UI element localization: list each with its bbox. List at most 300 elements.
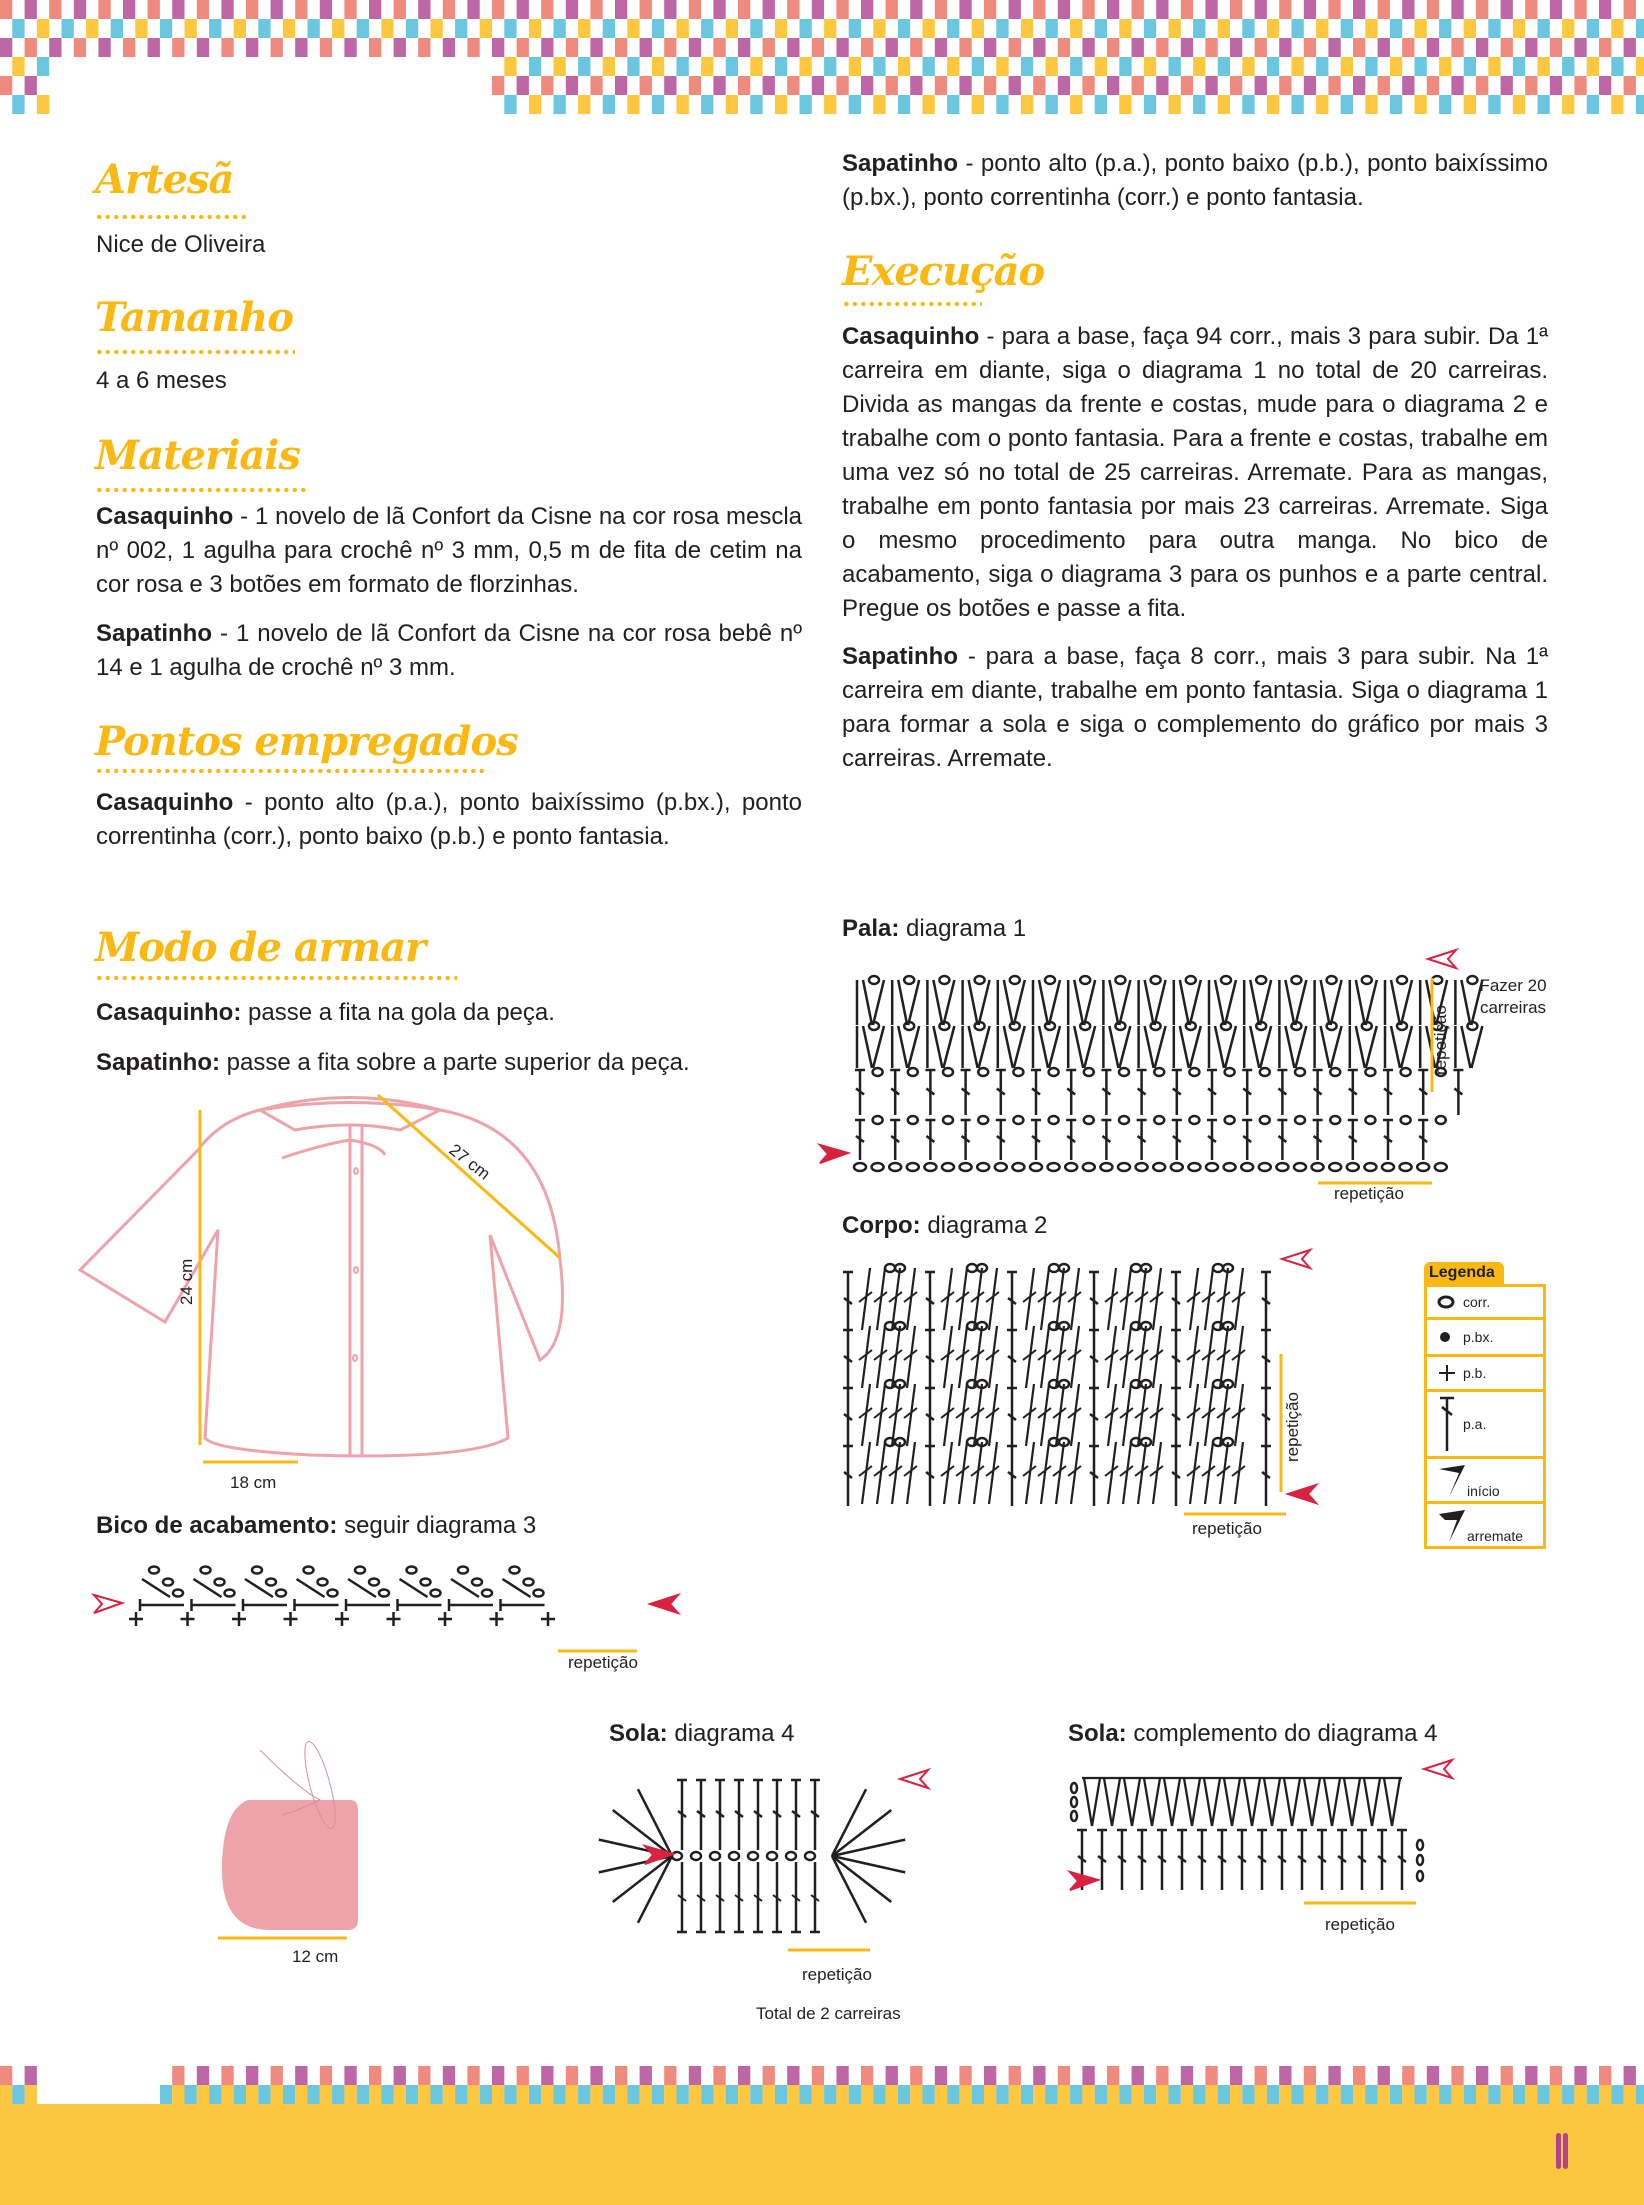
checker-square	[418, 38, 430, 57]
chain-symbol	[1188, 1163, 1200, 1171]
checker-square	[763, 76, 775, 95]
double-crochet-symbol	[1089, 1272, 1099, 1332]
checker-square	[49, 0, 61, 19]
sapatinho-label: Sapatinho	[96, 620, 213, 647]
checker-square	[1193, 95, 1205, 114]
checker-square	[504, 57, 516, 76]
end-arrow-icon	[1428, 950, 1456, 968]
checker-square	[627, 2085, 639, 2104]
chain-symbol	[1084, 1068, 1094, 1076]
checker-square	[295, 2085, 307, 2104]
checker-square	[677, 95, 689, 114]
assembly-casaquinho	[96, 996, 555, 1030]
checker-square	[627, 19, 639, 38]
checker-square	[861, 38, 873, 57]
double-crochet-symbol	[1207, 1120, 1217, 1160]
checker-square	[0, 76, 12, 95]
checker-square	[517, 2066, 529, 2085]
chain-symbol	[1432, 976, 1442, 984]
checker-square	[923, 95, 935, 114]
double-crochet-symbol	[1242, 1120, 1252, 1160]
checker-square	[873, 2085, 885, 2104]
checker-square	[1624, 38, 1636, 57]
chain-symbol	[1256, 1022, 1266, 1030]
checker-square	[1218, 95, 1230, 114]
checker-square	[98, 38, 110, 57]
checker-square	[640, 76, 652, 95]
checker-square	[431, 2085, 443, 2104]
checker-square	[713, 76, 725, 95]
checker-square	[886, 76, 898, 95]
checker-square	[775, 2085, 787, 2104]
single-crochet-symbol	[490, 1612, 504, 1626]
checker-square	[1095, 57, 1107, 76]
checker-square	[1476, 2066, 1488, 2085]
width-label: 18 cm	[230, 1473, 277, 1492]
checker-square	[1464, 57, 1476, 76]
chain-symbol	[1171, 1163, 1183, 1171]
fan-stitch-symbol	[638, 1789, 672, 1856]
checker-square	[1107, 38, 1119, 57]
checker-square	[1132, 76, 1144, 95]
checker-square	[25, 76, 37, 95]
checker-square	[1476, 38, 1488, 57]
checker-square	[1464, 2085, 1476, 2104]
v-stitch-symbol	[1222, 1778, 1242, 1826]
checker-square	[923, 2085, 935, 2104]
double-crochet-symbol	[696, 1780, 706, 1850]
checker-square	[1304, 2085, 1316, 2104]
checker-square	[517, 76, 529, 95]
checker-square	[1328, 2085, 1340, 2104]
checker-square	[492, 2085, 504, 2104]
checker-square	[1119, 2085, 1131, 2104]
checker-square	[812, 2085, 824, 2104]
checker-square	[603, 19, 615, 38]
checker-square	[1009, 76, 1021, 95]
checker-square	[1353, 38, 1365, 57]
checker-square	[185, 19, 197, 38]
checker-square	[148, 0, 160, 19]
checker-square	[1033, 0, 1045, 19]
end-arrow-icon	[1282, 1250, 1310, 1268]
checker-square	[1181, 2085, 1193, 2104]
end-arrow-icon	[1437, 1508, 1467, 1544]
checker-square	[1033, 76, 1045, 95]
materials-sapatinho-text: - 1 novelo de lã Confort da Cisne na cor rosa bebê nº 14 e 1 agulha de crochê nº 3 mm.	[96, 620, 802, 681]
checker-square	[369, 38, 381, 57]
chain-symbol	[1154, 1068, 1164, 1076]
checker-square	[123, 0, 135, 19]
chain-symbol	[889, 1163, 901, 1171]
diagram4-label: Sola:	[609, 1720, 668, 1747]
checker-square	[677, 57, 689, 76]
checker-square	[467, 2085, 479, 2104]
double-crochet-symbol	[1317, 1830, 1327, 1890]
checker-square	[1242, 57, 1254, 76]
checker-square	[517, 0, 529, 19]
double-crochet-symbol	[677, 1780, 687, 1850]
checker-square	[984, 38, 996, 57]
checker-square	[738, 38, 750, 57]
chain-symbol	[534, 1590, 544, 1597]
checker-square	[554, 57, 566, 76]
chain-symbol	[942, 1163, 954, 1171]
checker-square	[898, 19, 910, 38]
checker-square	[566, 2066, 578, 2085]
checker-square	[898, 2085, 910, 2104]
checker-square	[172, 0, 184, 19]
checker-square	[1341, 95, 1353, 114]
chain-symbol	[1260, 1116, 1270, 1124]
checker-square	[12, 95, 24, 114]
double-crochet-symbol	[1242, 1070, 1252, 1115]
chain-symbol	[1224, 1163, 1236, 1171]
checker-square	[1587, 95, 1599, 114]
checker-square	[480, 19, 492, 38]
checker-square	[12, 19, 24, 38]
checker-square	[1070, 2085, 1082, 2104]
legend-item-pbx	[1427, 1320, 1543, 1357]
checker-square	[185, 2085, 197, 2104]
checker-square	[910, 38, 922, 57]
checker-square	[1427, 2085, 1439, 2104]
checker-square	[1070, 57, 1082, 76]
checker-square	[615, 2085, 627, 2104]
checker-square	[1181, 76, 1193, 95]
heading-modo-de-armar: Modo de armar	[95, 924, 426, 971]
checker-square	[1501, 0, 1513, 19]
legend-label: início	[1467, 1483, 1500, 1499]
checker-square	[1316, 19, 1328, 38]
checker-square	[295, 2066, 307, 2085]
checker-square	[652, 95, 664, 114]
chain-symbol	[1400, 1163, 1412, 1171]
checker-square	[849, 2085, 861, 2104]
checker-square	[861, 2085, 873, 2104]
checker-square	[590, 76, 602, 95]
chain-symbol	[1071, 1797, 1077, 1807]
checker-square	[1255, 2066, 1267, 2085]
checker-square	[394, 0, 406, 19]
heading-execucao: Execução	[842, 248, 1045, 295]
top-checker-border	[0, 0, 1644, 115]
checker-square	[135, 19, 147, 38]
checker-square	[1156, 76, 1168, 95]
v-stitch-symbol	[1174, 980, 1201, 1025]
checker-square	[615, 0, 627, 19]
v-stitch-symbol	[998, 1026, 1025, 1068]
checker-square	[25, 38, 37, 57]
chain-symbol	[1013, 1068, 1023, 1076]
checker-square	[1501, 38, 1513, 57]
checker-square	[504, 19, 516, 38]
diagram1-label: Pala:	[842, 915, 900, 942]
checker-square	[787, 0, 799, 19]
double-crochet-symbol	[1117, 1830, 1127, 1890]
checker-square	[1046, 57, 1058, 76]
checker-square	[1255, 0, 1267, 19]
double-crochet-symbol	[961, 1120, 971, 1160]
checker-square	[1464, 95, 1476, 114]
double-crochet-symbol	[843, 1446, 853, 1506]
v-stitch-symbol	[1315, 980, 1342, 1025]
chain-symbol	[786, 1852, 796, 1860]
chain-symbol	[266, 1579, 276, 1586]
checker-square	[1636, 2085, 1644, 2104]
materials-casaquinho-text: - 1 novelo de lã Confort da Cisne na cor rosa mescla nº 002, 1 agulha para crochê nº 3 mm, 0,5 m de fita de cetim na cor rosa e 3 botões em formato de florzinhas.	[96, 503, 802, 598]
checker-square	[221, 0, 233, 19]
diagram1-note-line2: carreiras	[1479, 998, 1547, 1017]
checker-square	[1230, 0, 1242, 19]
checker-square	[1169, 57, 1181, 76]
button-icon	[354, 1267, 358, 1273]
checker-square	[1365, 19, 1377, 38]
diagram4b-chart	[1060, 1760, 1460, 1910]
double-crochet-symbol	[772, 1780, 782, 1850]
double-crochet-symbol	[925, 1388, 935, 1448]
chain-symbol	[943, 1068, 953, 1076]
chain-symbol	[458, 1567, 468, 1574]
execution-casaquinho-text: - para a base, faça 94 corr., mais 3 para subir. Da 1ª carreira em diante, siga o diagrama 1 no total de 20 carreiras. Divida as mangas da frente e costas, mude para o diagrama 2 e trabalhe com o ponto fantasia. Para a frente e costas, trabalhe em uma vez só no total de 25 carreiras. Arremate. Para as mangas, trabalhe em ponto fantasia por mais 23 carreiras. Arremate. Siga o mesmo procedimento para outra manga. No bico de acabamento, siga o diagrama 3 para os punhos e a parte central. Pregue os botões e passe a fita.	[842, 323, 1548, 622]
checker-square	[566, 0, 578, 19]
shell-stitch	[348, 1579, 376, 1597]
v-stitch-symbol	[892, 1026, 919, 1068]
single-crochet-symbol	[438, 1612, 452, 1626]
casaquinho-label: Casaquinho:	[96, 999, 242, 1026]
double-crochet-symbol	[1357, 1830, 1367, 1890]
v-stitch-symbol	[1182, 1778, 1202, 1826]
checker-square	[713, 2085, 725, 2104]
checker-square	[1107, 2066, 1119, 2085]
checker-square	[1119, 95, 1131, 114]
chain-symbol	[1225, 1068, 1235, 1076]
diagram4-caption	[609, 1720, 794, 1748]
checker-square	[37, 19, 49, 38]
checker-square	[74, 38, 86, 57]
page-number-marks	[1555, 2133, 1571, 2169]
checker-square	[1402, 2085, 1414, 2104]
heading-materiais: Materiais	[95, 432, 301, 479]
double-crochet-symbol	[1172, 1120, 1182, 1160]
checker-square	[1525, 2066, 1537, 2085]
double-crochet-symbol	[1031, 1120, 1041, 1160]
checker-square	[1562, 2085, 1574, 2104]
end-arrow-icon	[1424, 1760, 1452, 1778]
checker-square	[775, 57, 787, 76]
double-crochet-symbol	[1066, 1120, 1076, 1160]
checker-square	[394, 2066, 406, 2085]
chain-symbol	[1151, 1022, 1161, 1030]
checker-square	[1624, 2085, 1636, 2104]
checker-square	[935, 2066, 947, 2085]
chain-symbol	[1084, 1116, 1094, 1124]
checker-square	[886, 0, 898, 19]
legend-box	[1424, 1262, 1546, 1549]
checker-square	[836, 2066, 848, 2085]
checker-square	[1205, 2066, 1217, 2085]
checker-square	[1439, 19, 1451, 38]
checker-square	[677, 19, 689, 38]
plus-icon	[1437, 1364, 1457, 1382]
checker-square	[1451, 2085, 1463, 2104]
checker-square	[1353, 0, 1365, 19]
checker-square	[418, 2085, 430, 2104]
chain-symbol	[1118, 1163, 1130, 1171]
v-stitch-symbol	[1033, 980, 1060, 1025]
checker-square	[726, 2085, 738, 2104]
chain-symbol	[1115, 976, 1125, 984]
checker-square	[1193, 57, 1205, 76]
checker-square	[824, 57, 836, 76]
checker-square	[1538, 2085, 1550, 2104]
chain-symbol	[482, 1590, 492, 1597]
diagram2-caption	[842, 1212, 1047, 1240]
chain-symbol	[1295, 1068, 1305, 1076]
checker-square	[1021, 2085, 1033, 2104]
cardigan-schematic	[50, 1090, 820, 1510]
chain-symbol	[1467, 976, 1477, 984]
checker-square	[640, 38, 652, 57]
double-crochet-symbol	[1261, 1272, 1271, 1332]
checker-square	[615, 2066, 627, 2085]
diagram4b-label: Sola:	[1068, 1720, 1127, 1747]
legend-label: arremate	[1467, 1528, 1524, 1544]
checker-square	[1181, 0, 1193, 19]
chain-symbol	[1136, 1163, 1148, 1171]
double-crochet-symbol	[843, 1388, 853, 1448]
double-crochet-symbol	[996, 1070, 1006, 1115]
chain-symbol	[472, 1579, 482, 1586]
assembly-sapatinho	[96, 1046, 690, 1080]
end-arrow-icon	[94, 1595, 122, 1613]
checker-square	[664, 76, 676, 95]
checker-square	[271, 2085, 283, 2104]
checker-square	[221, 2085, 233, 2104]
chain-symbol	[201, 1567, 211, 1574]
checker-square	[787, 38, 799, 57]
checker-square	[812, 0, 824, 19]
chain-symbol	[1049, 1116, 1059, 1124]
heading-underline	[95, 488, 307, 492]
checker-square	[369, 2085, 381, 2104]
checker-square	[492, 38, 504, 57]
checker-square	[1636, 57, 1644, 76]
chain-symbol	[748, 1852, 758, 1860]
checker-square	[1378, 2085, 1390, 2104]
checker-square	[959, 76, 971, 95]
checker-square	[1267, 57, 1279, 76]
checker-square	[1574, 76, 1586, 95]
chain-symbol	[1186, 976, 1196, 984]
checker-square	[824, 95, 836, 114]
checker-square	[861, 0, 873, 19]
checker-square	[910, 76, 922, 95]
double-crochet-symbol	[1277, 1070, 1287, 1115]
chain-symbol	[1417, 1163, 1429, 1171]
checker-square	[1513, 57, 1525, 76]
heading-artesa: Artesã	[95, 156, 234, 203]
checker-square	[504, 2085, 516, 2104]
checker-square	[886, 38, 898, 57]
chain-symbol	[907, 1163, 919, 1171]
checker-square	[578, 2085, 590, 2104]
chain-symbol	[869, 976, 879, 984]
v-stitch-symbol	[1279, 980, 1306, 1025]
chain-symbol	[355, 1567, 365, 1574]
checker-square	[1587, 19, 1599, 38]
heading-underline	[95, 215, 247, 219]
single-crochet-symbol	[335, 1612, 349, 1626]
checker-square	[1501, 2066, 1513, 2085]
checker-square	[1242, 2085, 1254, 2104]
checker-square	[1427, 76, 1439, 95]
diagram4b-title: complemento do diagrama 4	[1126, 1720, 1438, 1747]
checker-square	[467, 2066, 479, 2085]
legend-item-arremate	[1427, 1504, 1543, 1546]
double-crochet-symbol	[1007, 1330, 1017, 1390]
chain-symbol	[767, 1852, 777, 1860]
checker-square	[529, 95, 541, 114]
chain-symbol	[328, 1590, 338, 1597]
checker-square	[1378, 0, 1390, 19]
checker-square	[996, 19, 1008, 38]
chain-symbol	[1049, 1068, 1059, 1076]
checker-square	[787, 2085, 799, 2104]
checker-square	[1058, 38, 1070, 57]
checker-square	[836, 76, 848, 95]
stitches-sapatinho-text: - ponto alto (p.a.), ponto baixo (p.b.), ponto baixíssimo (p.bx.), ponto correntinha (corr.) e ponto fantasia.	[842, 150, 1548, 211]
sleeve-measure-line	[378, 1095, 560, 1258]
double-crochet-symbol	[1177, 1830, 1187, 1890]
checker-square	[1328, 38, 1340, 57]
checker-square	[1046, 2085, 1058, 2104]
single-crochet-symbol	[387, 1612, 401, 1626]
v-stitch-symbol	[1315, 1026, 1342, 1068]
checker-square	[590, 38, 602, 57]
checker-square	[640, 0, 652, 19]
double-crochet-icon	[1437, 1395, 1457, 1453]
diagram1-title: diagrama 1	[899, 915, 1027, 942]
checker-square	[898, 57, 910, 76]
checker-square	[517, 2085, 529, 2104]
checker-square	[1082, 2085, 1094, 2104]
checker-square	[590, 2085, 602, 2104]
v-stitch-symbol	[1209, 1026, 1236, 1068]
checker-square	[787, 2066, 799, 2085]
checker-square	[1587, 57, 1599, 76]
execution-sapatinho-text: - para a base, faça 8 corr., mais 3 para subir. Na 1ª carreira em diante, trabalhe em ponto fantasia. Siga o diagrama 1 para formar a sola e siga o complemento do gráfico por mais 3 carreiras. Arremate.	[842, 643, 1548, 772]
double-crochet-symbol	[1171, 1272, 1181, 1332]
v-stitch-symbol	[998, 980, 1025, 1025]
checker-square	[271, 2066, 283, 2085]
chain-symbol	[1291, 976, 1301, 984]
heading-pontos-empregados: Pontos empregados	[95, 718, 518, 765]
chain-symbol	[1115, 1022, 1125, 1030]
checker-square	[664, 2066, 676, 2085]
checker-square	[1427, 0, 1439, 19]
chain-symbol	[1256, 976, 1266, 984]
chain-symbol	[1364, 1163, 1376, 1171]
checker-square	[418, 2066, 430, 2085]
checker-square	[1488, 2085, 1500, 2104]
checker-square	[1538, 95, 1550, 114]
chain-symbol	[252, 1567, 262, 1574]
chain-symbol	[1417, 1871, 1423, 1881]
checker-square	[25, 2066, 37, 2085]
checker-square	[738, 0, 750, 19]
v-stitch-symbol	[1362, 1778, 1382, 1826]
